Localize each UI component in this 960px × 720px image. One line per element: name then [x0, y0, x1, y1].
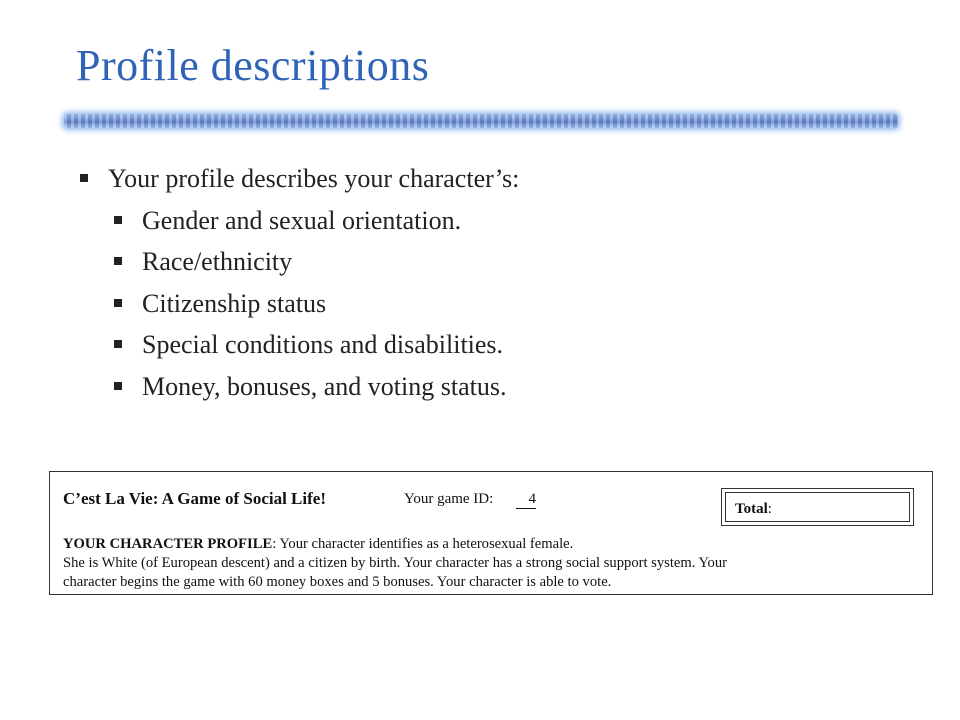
- square-bullet-icon: [114, 299, 122, 307]
- square-bullet-icon: [114, 382, 122, 390]
- game-name: C’est La Vie: A Game of Social Life!: [63, 489, 326, 508]
- square-bullet-icon: [80, 174, 88, 182]
- bullet-sub-text: Citizenship status: [142, 288, 327, 318]
- bullet-sub-item: [80, 241, 519, 283]
- profile-line-3: character begins the game with 60 money boxes and 5 bonuses. Your character is able to vote.: [63, 574, 612, 590]
- title-divider: [64, 114, 898, 128]
- profile-line-2: She is White (of European descent) and a citizen by birth. Your character has a strong social support system. Your: [63, 555, 727, 571]
- profile-description: [63, 535, 923, 592]
- bullet-sub-item: [80, 324, 519, 366]
- bullet-sub-text: Money, bonuses, and voting status.: [142, 371, 507, 401]
- square-bullet-icon: [114, 257, 122, 265]
- total-label-text: Total: [735, 501, 768, 517]
- slide-title: Profile descriptions: [76, 41, 430, 90]
- profile-line-1-text: : Your character identifies as a heterosexual female.: [272, 536, 574, 552]
- total-colon: :: [767, 501, 772, 517]
- bullet-sub-item: [80, 200, 519, 242]
- bullet-list: [80, 158, 519, 407]
- bullet-main-text: Your profile describes your character’s:: [108, 164, 520, 193]
- game-id-label: Your game ID:: [404, 491, 494, 507]
- profile-line-1: [63, 535, 923, 554]
- character-profile-card: [49, 471, 933, 595]
- total-box: [721, 488, 914, 526]
- bullet-sub-item: [80, 366, 519, 408]
- bullet-sub-text: Gender and sexual orientation.: [142, 205, 462, 235]
- game-id-value: 4: [516, 491, 536, 509]
- bullet-main: [80, 158, 519, 200]
- square-bullet-icon: [114, 340, 122, 348]
- bullet-sub-item: [80, 283, 519, 325]
- square-bullet-icon: [114, 216, 122, 224]
- bullet-sub-text: Special conditions and disabilities.: [142, 330, 504, 359]
- total-inner-frame: [725, 492, 910, 522]
- total-label: [735, 501, 772, 518]
- bullet-sub-text: Race/ethnicity: [142, 247, 293, 276]
- profile-heading: YOUR CHARACTER PROFILE: [63, 536, 273, 552]
